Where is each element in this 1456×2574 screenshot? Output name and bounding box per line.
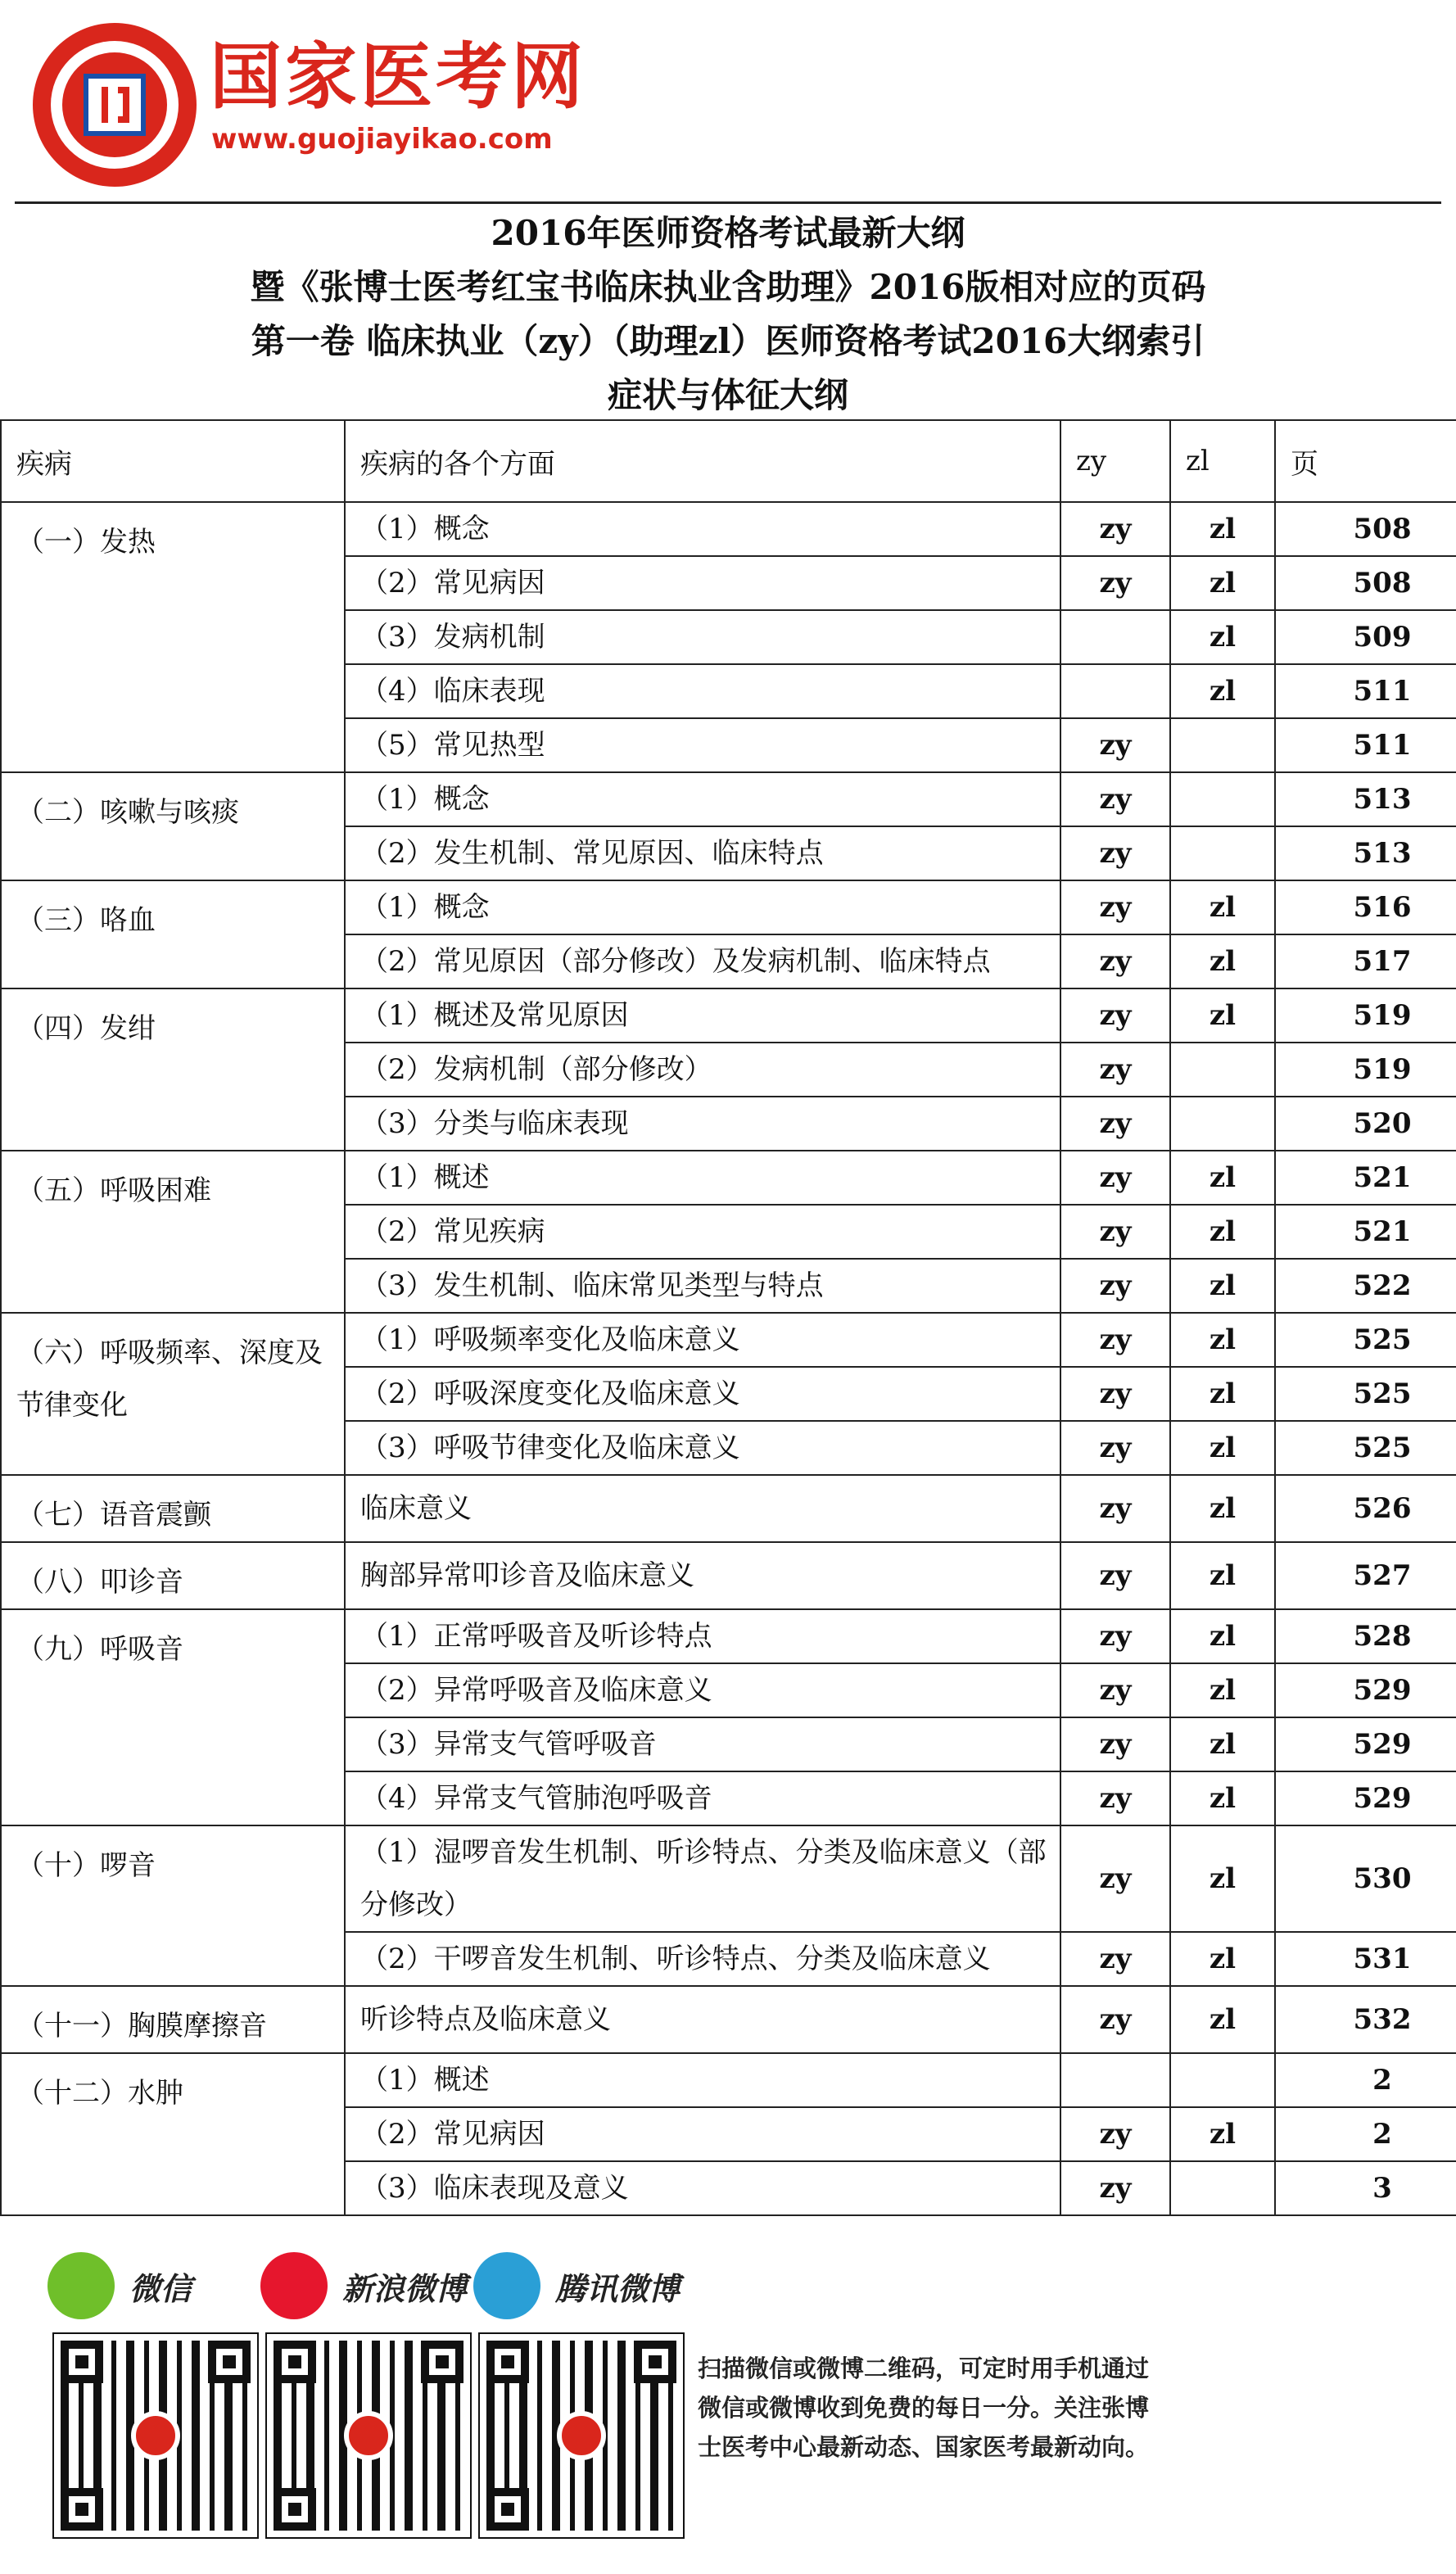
zl-cell: zl	[1170, 988, 1275, 1043]
page-cell: 519	[1275, 988, 1456, 1043]
table-row	[1, 502, 1456, 556]
zy-cell: zy	[1060, 556, 1170, 610]
aspect-cell: （1）概念	[345, 772, 1060, 826]
aspect-cell: （4）异常支气管肺泡呼吸音	[345, 1771, 1060, 1825]
aspect-cell: （2）常见疾病	[345, 1205, 1060, 1259]
disease-cell: （六）呼吸频率、深度及节律变化	[1, 1313, 345, 1475]
aspect-cell: （3）分类与临床表现	[345, 1097, 1060, 1151]
page-cell: 531	[1275, 1932, 1456, 1986]
zy-cell: zy	[1060, 1609, 1170, 1663]
disease-cell: （一）发热	[1, 502, 345, 772]
zy-cell: zy	[1060, 1421, 1170, 1475]
zl-cell	[1170, 1097, 1275, 1151]
zy-cell: zy	[1060, 1043, 1170, 1097]
aspect-cell: （2）常见病因	[345, 556, 1060, 610]
page-cell: 529	[1275, 1663, 1456, 1717]
zl-cell: zl	[1170, 1421, 1275, 1475]
zy-cell: zy	[1060, 1663, 1170, 1717]
site-name[interactable]: 国家医考网	[210, 34, 587, 119]
page-cell: 508	[1275, 556, 1456, 610]
zy-cell: zy	[1060, 1986, 1170, 2053]
page-cell: 2	[1275, 2107, 1456, 2161]
zl-cell: zl	[1170, 1717, 1275, 1771]
table-row	[1, 2053, 1456, 2107]
weibo-icon	[260, 2252, 328, 2319]
aspect-cell: （2）干啰音发生机制、听诊特点、分类及临床意义	[345, 1932, 1060, 1986]
page-cell: 517	[1275, 934, 1456, 988]
aspect-cell: （1）呼吸频率变化及临床意义	[345, 1313, 1060, 1367]
social-label: 新浪微博	[342, 2271, 468, 2307]
zl-cell: zl	[1170, 1367, 1275, 1421]
table-row	[1, 880, 1456, 934]
aspect-cell: 胸部异常叩诊音及临床意义	[345, 1542, 1060, 1609]
zy-cell: zy	[1060, 1151, 1170, 1205]
aspect-cell: （3）发生机制、临床常见类型与特点	[345, 1259, 1060, 1313]
zl-cell	[1170, 1043, 1275, 1097]
page-cell: 529	[1275, 1717, 1456, 1771]
page-cell: 530	[1275, 1825, 1456, 1932]
zl-cell: zl	[1170, 610, 1275, 664]
disease-cell: （十）啰音	[1, 1825, 345, 1986]
aspect-cell: （2）呼吸深度变化及临床意义	[345, 1367, 1060, 1421]
disease-cell: （十一）胸膜摩擦音	[1, 1986, 345, 2053]
zy-cell: zy	[1060, 718, 1170, 772]
disease-cell: （九）呼吸音	[1, 1609, 345, 1825]
page-cell: 511	[1275, 718, 1456, 772]
document-title-line: 2016年医师资格考试最新大纲	[491, 213, 965, 253]
zl-cell: zl	[1170, 1663, 1275, 1717]
aspect-cell: （1）湿啰音发生机制、听诊特点、分类及临床意义（部分修改）	[345, 1825, 1060, 1932]
tencent-weibo-icon	[473, 2252, 540, 2319]
zy-cell: zy	[1060, 772, 1170, 826]
zl-cell: zl	[1170, 2107, 1275, 2161]
aspect-cell: （3）发病机制	[345, 610, 1060, 664]
aspect-cell: （1）概述	[345, 1151, 1060, 1205]
zy-cell: zy	[1060, 2161, 1170, 2215]
page-cell: 2	[1275, 2053, 1456, 2107]
zl-cell: zl	[1170, 1151, 1275, 1205]
zl-cell: zl	[1170, 934, 1275, 988]
page-cell: 532	[1275, 1986, 1456, 2053]
aspect-cell: （2）发生机制、常见原因、临床特点	[345, 826, 1060, 880]
zy-cell: zy	[1060, 934, 1170, 988]
aspect-cell: （2）异常呼吸音及临床意义	[345, 1663, 1060, 1717]
page-cell: 513	[1275, 772, 1456, 826]
page-cell: 528	[1275, 1609, 1456, 1663]
zy-cell: zy	[1060, 1259, 1170, 1313]
zl-cell: zl	[1170, 1542, 1275, 1609]
document-title-line: 第一卷 临床执业（zy）（助理zl）医师资格考试2016大纲索引	[251, 321, 1205, 361]
document-title-line: 暨《张博士医考红宝书临床执业含助理》2016版相对应的页码	[250, 267, 1206, 307]
zl-cell: zl	[1170, 664, 1275, 718]
site-logo-icon[interactable]	[33, 23, 197, 187]
page-cell: 529	[1275, 1771, 1456, 1825]
zl-cell: zl	[1170, 1932, 1275, 1986]
zy-cell: zy	[1060, 1771, 1170, 1825]
zl-cell	[1170, 2053, 1275, 2107]
page-cell: 511	[1275, 664, 1456, 718]
page-cell: 521	[1275, 1151, 1456, 1205]
zl-cell	[1170, 2161, 1275, 2215]
document-title-line: 症状与体征大纲	[607, 375, 848, 415]
zl-cell: zl	[1170, 1825, 1275, 1932]
page-cell: 527	[1275, 1542, 1456, 1609]
page-cell: 522	[1275, 1259, 1456, 1313]
aspect-cell: （1）正常呼吸音及听诊特点	[345, 1609, 1060, 1663]
zy-cell: zy	[1060, 1367, 1170, 1421]
zl-cell: zl	[1170, 556, 1275, 610]
disease-cell: （三）咯血	[1, 880, 345, 988]
page-cell: 509	[1275, 610, 1456, 664]
aspect-cell: （3）临床表现及意义	[345, 2161, 1060, 2215]
tencent-weibo-qr-code[interactable]	[480, 2334, 683, 2537]
aspect-cell: （1）概述	[345, 2053, 1060, 2107]
syllabus-index-table	[0, 419, 1456, 2216]
aspect-cell: （1）概念	[345, 502, 1060, 556]
zl-cell	[1170, 718, 1275, 772]
zy-cell: zy	[1060, 1097, 1170, 1151]
site-url[interactable]: www.guojiayikao.com	[211, 123, 553, 156]
zl-cell: zl	[1170, 502, 1275, 556]
zy-cell: zy	[1060, 1313, 1170, 1367]
zy-cell: zy	[1060, 502, 1170, 556]
zy-cell	[1060, 2053, 1170, 2107]
zl-cell: zl	[1170, 880, 1275, 934]
wechat-icon	[47, 2252, 115, 2319]
page-cell: 525	[1275, 1421, 1456, 1475]
sina-weibo-qr-code[interactable]	[267, 2334, 470, 2537]
column-header-zl: zl	[1170, 420, 1275, 502]
disease-cell: （十二）水肿	[1, 2053, 345, 2215]
zl-cell	[1170, 772, 1275, 826]
zy-cell: zy	[1060, 1717, 1170, 1771]
aspect-cell: 临床意义	[345, 1475, 1060, 1542]
column-header-page: 页	[1275, 420, 1456, 502]
zy-cell: zy	[1060, 1475, 1170, 1542]
footer	[0, 2244, 1456, 2572]
page-cell: 525	[1275, 1367, 1456, 1421]
aspect-cell: （3）异常支气管呼吸音	[345, 1717, 1060, 1771]
table-row	[1, 1313, 1456, 1367]
zy-cell: zy	[1060, 1205, 1170, 1259]
footer-note: 扫描微信或微博二维码，可定时用手机通过微信或微博收到免费的每日一分。关注张博士医考中心最新动态、国家医考最新动向。	[698, 2355, 1150, 2461]
table-row	[1, 1825, 1456, 1932]
table-body	[1, 420, 1456, 2215]
zl-cell: zl	[1170, 1986, 1275, 2053]
page-cell: 525	[1275, 1313, 1456, 1367]
social-label: 微信	[129, 2271, 192, 2307]
aspect-cell: （1）概述及常见原因	[345, 988, 1060, 1043]
zl-cell: zl	[1170, 1609, 1275, 1663]
page-cell: 526	[1275, 1475, 1456, 1542]
page-cell: 516	[1275, 880, 1456, 934]
page-cell: 519	[1275, 1043, 1456, 1097]
zl-cell: zl	[1170, 1205, 1275, 1259]
disease-cell: （八）叩诊音	[1, 1542, 345, 1609]
column-header-aspect: 疾病的各个方面	[345, 420, 1060, 502]
aspect-cell: （1）概念	[345, 880, 1060, 934]
zy-cell	[1060, 664, 1170, 718]
table-row	[1, 1475, 1456, 1542]
aspect-cell: （2）常见原因（部分修改）及发病机制、临床特点	[345, 934, 1060, 988]
zl-cell: zl	[1170, 1313, 1275, 1367]
zl-cell	[1170, 826, 1275, 880]
zy-cell: zy	[1060, 826, 1170, 880]
header-divider	[15, 201, 1441, 204]
page-cell: 508	[1275, 502, 1456, 556]
social-label: 腾讯微博	[555, 2271, 681, 2307]
table-row	[1, 1542, 1456, 1609]
table-row	[1, 1986, 1456, 2053]
document-titles	[0, 206, 1456, 423]
table-row	[1, 772, 1456, 826]
zl-cell: zl	[1170, 1771, 1275, 1825]
table-header-row	[1, 420, 1456, 502]
table-row	[1, 1151, 1456, 1205]
zy-cell	[1060, 610, 1170, 664]
zy-cell: zy	[1060, 2107, 1170, 2161]
aspect-cell: （2）常见病因	[345, 2107, 1060, 2161]
zy-cell: zy	[1060, 1932, 1170, 1986]
page-cell: 520	[1275, 1097, 1456, 1151]
zy-cell: zy	[1060, 880, 1170, 934]
column-header-disease: 疾病	[1, 420, 345, 502]
aspect-cell: （3）呼吸节律变化及临床意义	[345, 1421, 1060, 1475]
page-cell: 3	[1275, 2161, 1456, 2215]
aspect-cell: （2）发病机制（部分修改）	[345, 1043, 1060, 1097]
zy-cell: zy	[1060, 988, 1170, 1043]
column-header-zy: zy	[1060, 420, 1170, 502]
table-row	[1, 988, 1456, 1043]
zy-cell: zy	[1060, 1542, 1170, 1609]
aspect-cell: （4）临床表现	[345, 664, 1060, 718]
page-cell: 521	[1275, 1205, 1456, 1259]
zl-cell: zl	[1170, 1259, 1275, 1313]
zy-cell: zy	[1060, 1825, 1170, 1932]
aspect-cell: 听诊特点及临床意义	[345, 1986, 1060, 2053]
disease-cell: （四）发绀	[1, 988, 345, 1151]
disease-cell: （七）语音震颤	[1, 1475, 345, 1542]
disease-cell: （五）呼吸困难	[1, 1151, 345, 1313]
wechat-qr-code[interactable]	[54, 2334, 257, 2537]
aspect-cell: （5）常见热型	[345, 718, 1060, 772]
zl-cell: zl	[1170, 1475, 1275, 1542]
page-cell: 513	[1275, 826, 1456, 880]
table-row	[1, 1609, 1456, 1663]
disease-cell: （二）咳嗽与咳痰	[1, 772, 345, 880]
